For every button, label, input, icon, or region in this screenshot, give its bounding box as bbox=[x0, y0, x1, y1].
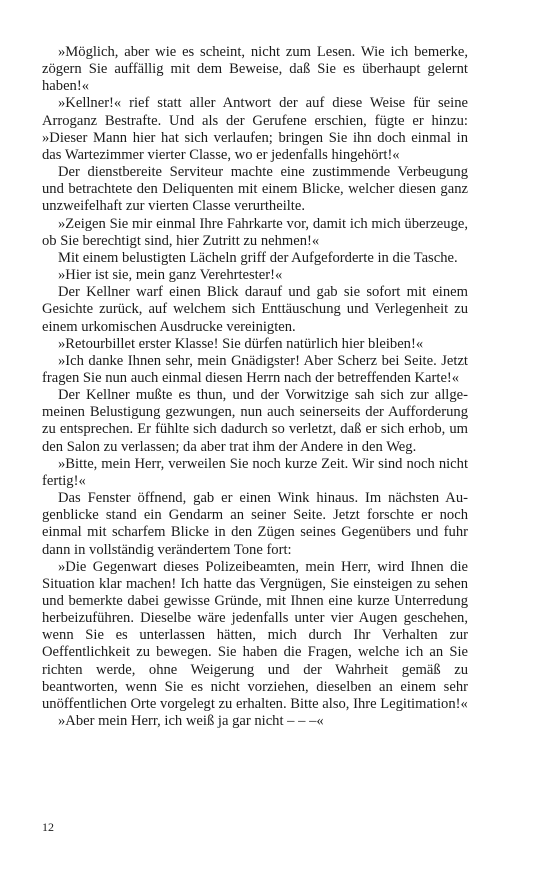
paragraph: Das Fenster öffnend, gab er einen Wink hinaus. Im nächsten Augenblicke stand ein Gendarm an seiner Seite. Jetzt forschte er noch einmal mit scharfem Blicke in den Zügen seines Gegenübers und fuhr dann in vollständig verändertem Tone fort: bbox=[42, 490, 468, 558]
page-number: 12 bbox=[42, 820, 54, 834]
paragraph: »Kellner!« rief statt aller Antwort der auf diese Weise für seine Arroganz Bestrafte. Und als der Gerufene erschien, fügte er hinzu: »Dieser Mann hier hat sich verlaufen; bringen Sie ihn doch einmal in das Wartezimmer vierter Classe, wo er jedenfalls hingehört!« bbox=[42, 95, 468, 163]
paragraph: Der Kellner mußte es thun, und der Vorwitzige sah sich zur allgemeinen Belustigung gezwungen, nun auch seinerseits der Aufforderung zu entsprechen. Er fühlte sich dadurch so verletzt, daß er sich erhob, um den Salon zu verlassen; da aber trat ihm der Andere in den Weg. bbox=[42, 387, 468, 455]
paragraph: »Hier ist sie, mein ganz Verehrtester!« bbox=[58, 267, 283, 284]
paragraph: Der dienstbereite Serviteur machte eine zustimmende Verbeugung und betrachtete den Deliquenten mit einem Blicke, welcher diesen ganz unzweifelhaft zur vierten Classe verurtheilte. bbox=[42, 164, 468, 215]
paragraph: »Retourbillet erster Klasse! Sie dürfen natürlich hier bleiben!« bbox=[58, 335, 424, 352]
book-page bbox=[42, 44, 468, 730]
paragraph: Mit einem belustigten Lächeln griff der Aufgeforderte in die Tasche. bbox=[58, 249, 458, 266]
paragraph: »Ich danke Ihnen sehr, mein Gnädigster! Aber Scherz bei Seite. Jetzt fragen Sie nun auch einmal diesen Herrn nach der betreffenden Karte!« bbox=[42, 352, 468, 386]
paragraph: »Möglich, aber wie es scheint, nicht zum Lesen. Wie ich bemerke, zögern Sie auffällig mit dem Beweise, daß Sie es überhaupt gelernt haben!« bbox=[42, 44, 468, 95]
paragraph: »Die Gegenwart dieses Polizeibeamten, mein Herr, wird Ihnen die Situation klar machen! Ich hatte das Vergnügen, Sie einsteigen zu sehen und bemerkte dabei gewisse Gründe, mit Ihnen eine kurze Unterredung herbeizuführen. Dieselbe wäre jedenfalls unter vier Augen geschehen, wenn Sie es unterlassen hätten, mich durch Ihr Verhalten zur Oeffentlichkeit zu bewegen. Sie haben die Fragen, welche ich an Sie richten werde, ohne Weigerung und der Wahrheit gemäß zu beantworten, wenn Sie es nicht vorziehen, dieselben an einem sehr unöffentlichen Orte vorgelegt zu erhalten. Bitte also, Ihre Legitimation!« bbox=[42, 558, 468, 712]
paragraph: »Bitte, mein Herr, verweilen Sie noch kurze Zeit. Wir sind noch nicht fertig!« bbox=[42, 455, 468, 489]
paragraph: »Zeigen Sie mir einmal Ihre Fahrkarte vor, damit ich mich überzeuge, ob Sie berechtigt sind, hier Zutritt zu nehmen!« bbox=[42, 215, 468, 249]
paragraph: Der Kellner warf einen Blick darauf und gab sie sofort mit einem Gesichte zurück, auf welchem sich Enttäuschung und Verlegenheit zu einem urkomischen Ausdrucke vereinigten. bbox=[42, 284, 468, 335]
paragraph: »Aber mein Herr, ich weiß ja gar nicht – – –« bbox=[58, 713, 324, 730]
